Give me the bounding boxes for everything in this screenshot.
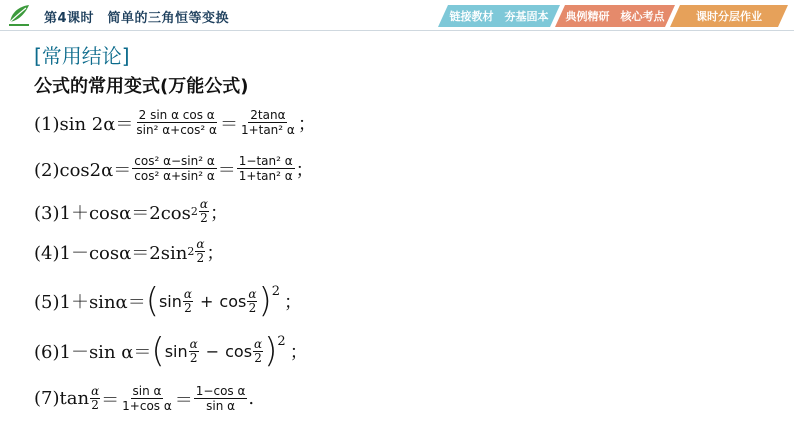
numerator: α (199, 197, 208, 211)
denominator: sin α (206, 399, 236, 413)
fraction (194, 384, 248, 413)
fraction (253, 338, 263, 365)
punctuation: ； (289, 342, 308, 363)
formula-5 (34, 281, 302, 321)
left-paren: ( (151, 331, 165, 371)
fraction (237, 154, 295, 183)
fraction (199, 198, 209, 225)
denominator: 2 (254, 350, 262, 365)
equals: ＝ (174, 389, 193, 411)
tab-core-points[interactable] (555, 5, 675, 27)
numerator: 1−cos α (195, 384, 246, 398)
formula-label: (2)cos2α＝ (34, 159, 132, 181)
fraction (189, 338, 199, 365)
punctuation: . (248, 388, 255, 409)
fraction (239, 108, 297, 137)
tab-foundation[interactable] (438, 5, 560, 27)
denominator: 2 (248, 300, 257, 315)
punctuation: ； (297, 113, 316, 135)
fraction (183, 288, 193, 315)
denominator: cos² α+sin² α (134, 169, 215, 183)
punctuation: ； (206, 242, 225, 264)
left-paren: ( (145, 281, 159, 321)
tab-label: 链接教材 夯基固本 (449, 10, 549, 23)
denominator: 2 (196, 251, 205, 265)
numerator: 1−tan² α (238, 154, 293, 168)
operator: + (200, 291, 214, 311)
function-name: cos (225, 341, 253, 361)
denominator: 1+tan² α (240, 123, 295, 137)
operator: − (205, 341, 220, 361)
numerator: α (254, 336, 263, 351)
section-subheading: 公式的常用变式(万能公式) (34, 76, 249, 97)
numerator: α (196, 237, 205, 251)
denominator: 1+tan² α (238, 169, 293, 183)
equals: ＝ (101, 389, 120, 411)
header-divider (0, 30, 794, 31)
numerator: α (183, 286, 192, 301)
exponent: 2 (277, 334, 286, 349)
fraction (247, 288, 257, 315)
formula-1 (34, 108, 316, 137)
formula-label: (5)1＋sinα＝ (34, 292, 146, 313)
numerator: α (189, 336, 198, 351)
leaf-logo-icon (6, 2, 32, 28)
punctuation: ； (283, 292, 302, 313)
numerator: 2tanα (250, 108, 286, 122)
formula-label: (4)1－cosα＝2sin (34, 242, 188, 264)
tab-homework[interactable] (670, 5, 788, 27)
equals: ＝ (219, 113, 238, 135)
formula-3 (34, 198, 228, 225)
formula-7 (34, 384, 254, 413)
numerator: sin α (132, 384, 162, 398)
punctuation: ； (295, 159, 314, 181)
exponent: 2 (271, 284, 280, 299)
page-title: 第4课时 简单的三角恒等变换 (44, 11, 230, 26)
formula-label: (7)tan (34, 388, 90, 409)
numerator: α (248, 286, 257, 301)
tab-label: 典例精研 核心考点 (565, 10, 665, 23)
denominator: 2 (184, 300, 192, 315)
fraction (132, 154, 217, 183)
formula-2 (34, 154, 314, 183)
function-name: sin (164, 341, 188, 361)
fraction (90, 385, 100, 412)
section-heading: [常用结论] (34, 44, 130, 68)
function-name: cos (219, 291, 247, 311)
denominator: 2 (189, 350, 198, 365)
punctuation: ； (209, 202, 228, 224)
exponent: 2 (187, 245, 195, 258)
formula-label: (1)sin 2α＝ (34, 113, 134, 135)
exponent: 2 (190, 205, 198, 218)
function-name: sin (158, 291, 182, 311)
formula-6 (34, 331, 308, 371)
right-paren: ) (264, 331, 278, 371)
denominator: 2 (200, 211, 208, 225)
fraction (120, 384, 174, 413)
equals: ＝ (217, 159, 236, 181)
denominator: 1+cos α (122, 399, 172, 413)
top-bar (0, 0, 794, 30)
denominator: sin² α+cos² α (136, 123, 217, 137)
fraction (134, 108, 219, 137)
right-paren: ) (258, 281, 272, 321)
numerator: cos² α−sin² α (134, 154, 215, 168)
numerator: 2 sin α cos α (138, 108, 215, 122)
formula-label: (3)1＋cosα＝2cos (34, 202, 191, 224)
fraction (195, 238, 205, 265)
denominator: 2 (91, 398, 99, 412)
numerator: α (91, 384, 100, 398)
formula-4 (34, 238, 224, 265)
tab-label: 课时分层作业 (696, 10, 762, 23)
formula-label: (6)1－sin α＝ (34, 342, 152, 363)
